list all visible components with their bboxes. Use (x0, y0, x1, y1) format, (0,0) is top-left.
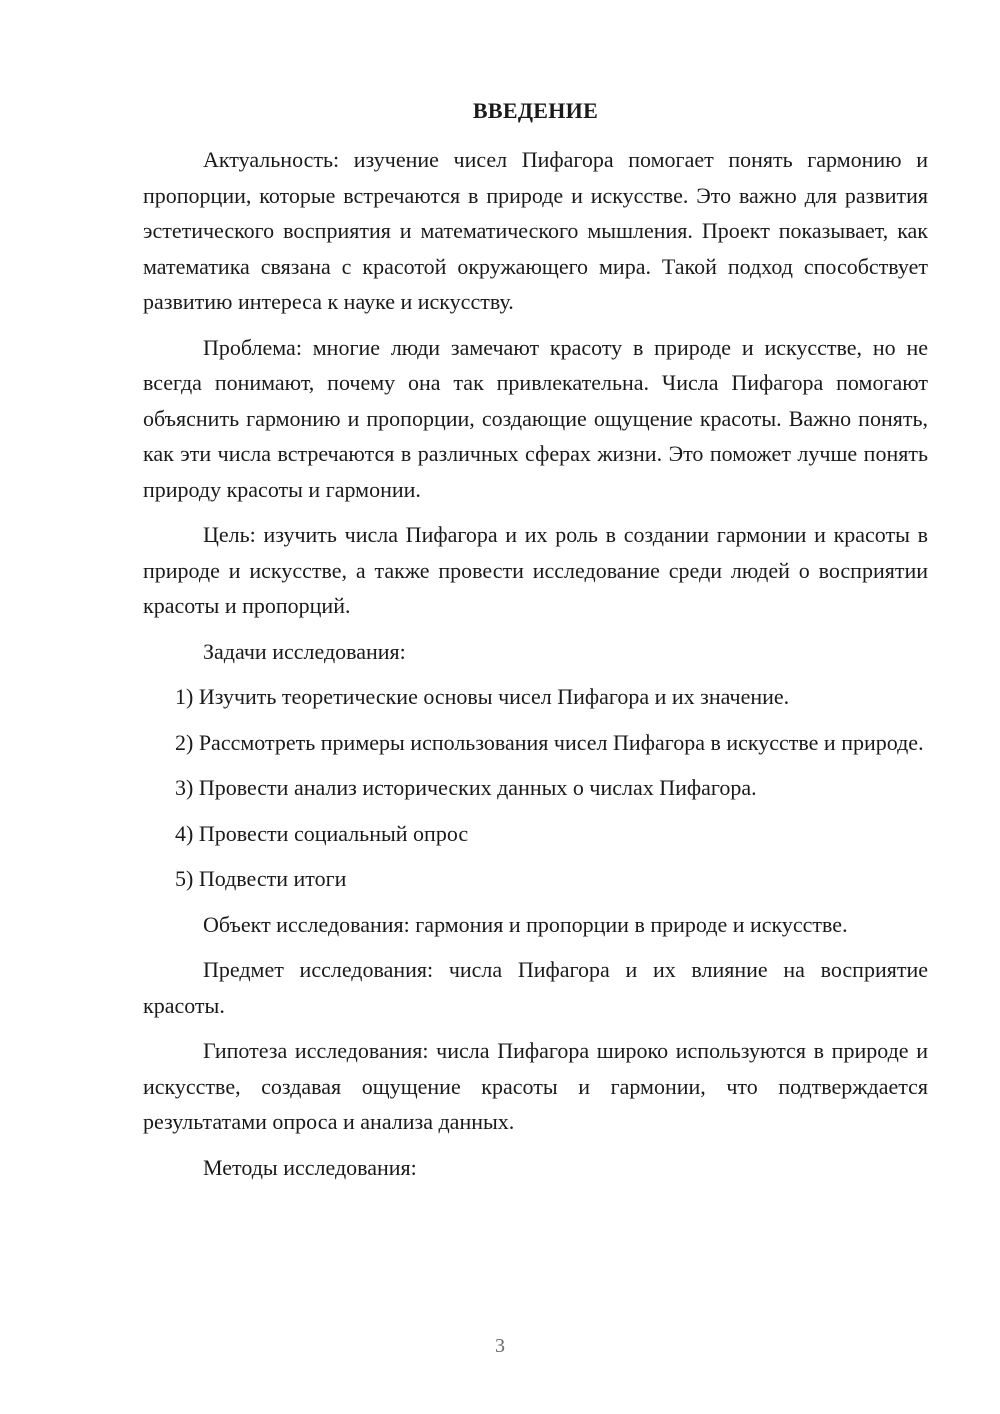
page-title: ВВЕДЕНИЕ (472, 98, 599, 123)
task-item-1: 1) Изучить теоретические основы чисел Пифагора и их значение. (175, 684, 790, 709)
page-content (143, 96, 928, 1185)
task-item-4: 4) Провести социальный опрос (175, 820, 469, 846)
page-number: 3 (495, 1335, 505, 1357)
task-item-2: 2) Рассмотреть примеры использования чисел Пифагора в искусстве и природе. (175, 729, 924, 755)
paragraph-problem: Проблема: многие люди замечают красоту в природе и искусстве, но не всегда понимают, почему она так привлекательна. Числа Пифагора помогают объяснить гармонию и пропорции, создающие ощущение красоты. Важно понять, как эти числа встречаются в различных сферах жизни. Это поможет лучше понять природу красоты и гармонии. (143, 334, 928, 502)
paragraph-object: Объект исследования: гармония и пропорции в природе и искусстве. (203, 911, 848, 937)
paragraph-tasks-heading: Задачи исследования: (203, 638, 406, 664)
paragraph-subject: Предмет исследования: числа Пифагора и их влияние на восприятие красоты. (143, 957, 928, 1018)
task-item-3: 3) Провести анализ исторических данных о числах Пифагора. (175, 775, 757, 800)
task-item-5: 5) Подвести итоги (175, 866, 347, 891)
paragraph-hypothesis: Гипотеза исследования: числа Пифагора широко используются в природе и искусстве, создавая ощущение красоты и гармонии, что подтверждается результатами опроса и анализа данных. (143, 1038, 928, 1134)
paragraph-methods: Методы исследования: (203, 1154, 417, 1180)
paragraph-goal: Цель: изучить числа Пифагора и их роль в создании гармонии и красоты в природе и искусстве, а также провести исследование среди людей о восприятии красоты и пропорций. (143, 522, 928, 618)
paragraph-relevance: Актуальность: изучение чисел Пифагора помогает понять гармонию и пропорции, которые встречаются в природе и искусстве. Это важно для развития эстетического восприятия и математического мышления. Проект показывает, как математика связана с красотой окружающего мира. Такой подход способствует развитию интереса к науке и искусству. (143, 147, 928, 314)
